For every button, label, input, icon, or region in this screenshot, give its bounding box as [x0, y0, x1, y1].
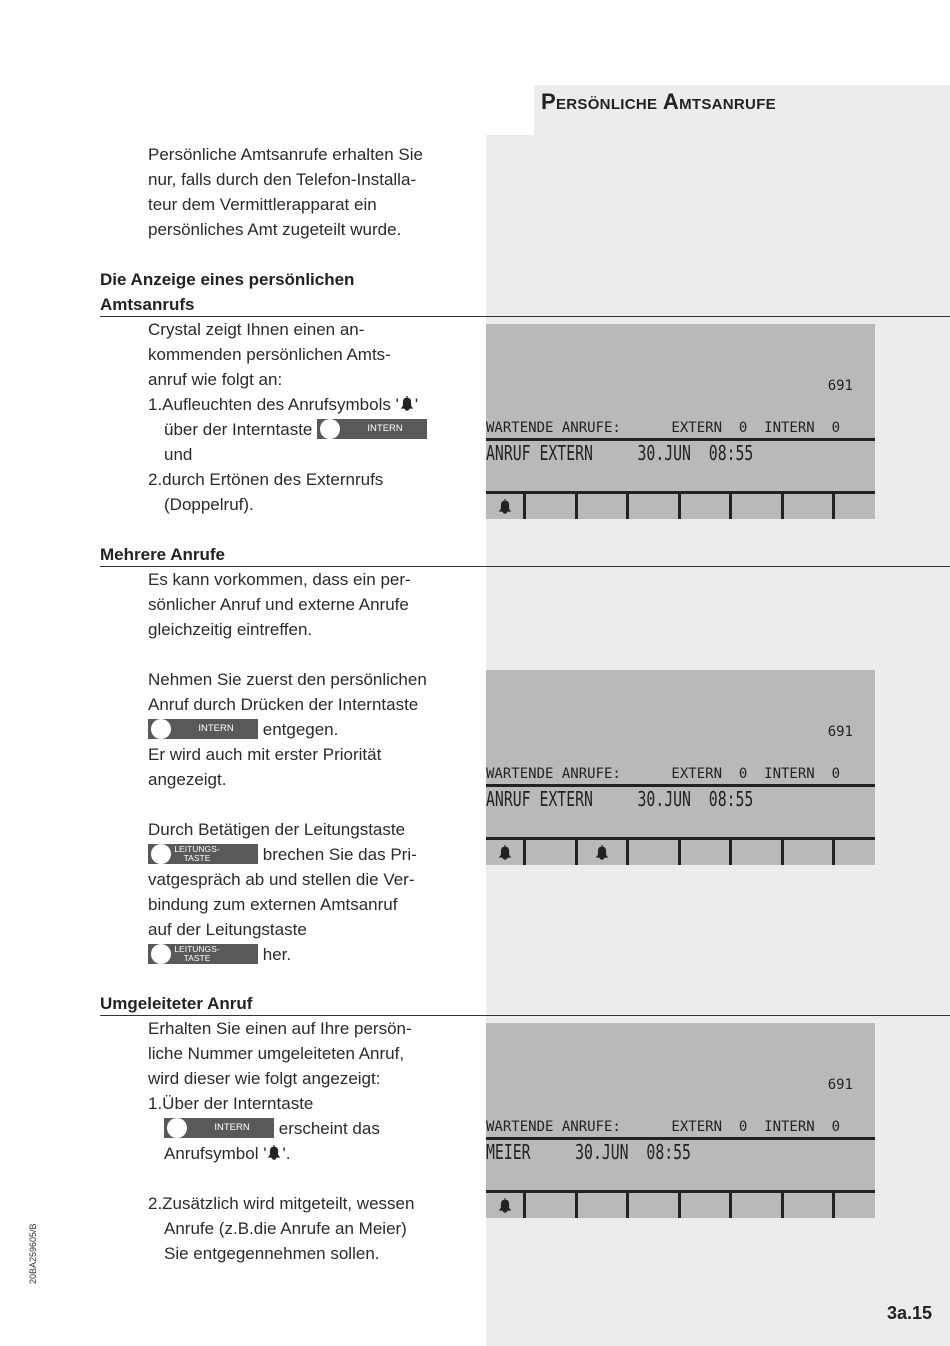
display-cell-divider: [832, 494, 835, 519]
display-cell-divider: [575, 494, 578, 519]
display-call-row: ANRUF EXTERN 30.JUN 08:55: [486, 441, 754, 465]
text-line: angezeigt.: [148, 770, 227, 789]
bell-icon: [497, 844, 513, 866]
display-cell-divider: [729, 840, 732, 865]
display-cell-divider: [575, 1193, 578, 1218]
display-cell-divider: [781, 840, 784, 865]
key-dot: [151, 944, 171, 964]
display-cell-divider: [832, 840, 835, 865]
text-line: Durch Betätigen der Leitungstaste: [148, 820, 406, 839]
text-line: Nehmen Sie zuerst den persönlichen: [148, 670, 427, 689]
display-cell-divider: [678, 840, 681, 865]
display-cell-divider: [523, 494, 526, 519]
list-item-1-cont: über der Interntaste INTERN: [148, 417, 427, 442]
key-dot: [151, 719, 171, 739]
display-number: 691: [827, 378, 853, 394]
display-key-cells: [486, 840, 875, 865]
display-cell-divider: [832, 1193, 835, 1218]
list-item-2: 2.durch Ertönen des Externrufs: [148, 470, 384, 489]
display-cell-divider: [678, 1193, 681, 1218]
section-heading-forwarded: Umgeleiteter Anruf: [100, 994, 253, 1013]
page-number: 3a.15: [886, 1303, 932, 1323]
bell-icon: [497, 498, 513, 520]
text-line: Crystal zeigt Ihnen einen an-: [148, 320, 365, 339]
text-line: kommenden persönlichen Amts-: [148, 345, 391, 364]
text-line: Erhalten Sie einen auf Ihre persön-: [148, 1019, 412, 1038]
key-line: LEITUNGS- TASTE brechen Sie das Pri-: [148, 842, 427, 867]
display-cell-divider: [781, 494, 784, 519]
text-line: liche Nummer umgeleiteten Anruf,: [148, 1044, 405, 1063]
display-key-cells: [486, 494, 875, 519]
display-cell-divider: [575, 840, 578, 865]
list-item-2: 2.Zusätzlich wird mitgeteilt, wessen: [148, 1194, 415, 1213]
text-line: Sie entgegennehmen sollen.: [164, 1244, 380, 1263]
display-call-row: ANRUF EXTERN 30.JUN 08:55: [486, 787, 754, 811]
text-line: wird dieser wie folgt angezeigt:: [148, 1069, 381, 1088]
display-cell-divider: [781, 1193, 784, 1218]
document-code: 20BA259605/B: [28, 1223, 38, 1284]
heading-line: Amtsanrufs: [100, 295, 195, 314]
display-status-row: WARTENDE ANRUFE: EXTERN 0 INTERN 0: [486, 420, 841, 436]
display-status-row: WARTENDE ANRUFE: EXTERN 0 INTERN 0: [486, 1119, 841, 1135]
bell-icon: [399, 395, 415, 412]
text-line: Es kann vorkommen, dass ein per-: [148, 570, 411, 589]
text-line: Anruf durch Drücken der Interntaste: [148, 695, 419, 714]
key-dot: [151, 844, 171, 864]
section1-text: [148, 317, 427, 517]
display-cell-divider: [729, 494, 732, 519]
section-heading-display: [100, 267, 354, 317]
text-line: bindung zum externen Amtsanruf: [148, 895, 398, 914]
key-line: LEITUNGS- TASTE her.: [148, 942, 427, 967]
display-cell-divider: [626, 840, 629, 865]
display-key-cells: [486, 1193, 875, 1218]
display-cell-divider: [626, 1193, 629, 1218]
list-item-1: 1.Aufleuchten des Anrufsymbols ' ': [148, 395, 419, 414]
intro-paragraph: [148, 142, 423, 242]
intro-line: Persönliche Amtsanrufe erhalten Sie: [148, 145, 423, 164]
intro-line: nur, falls durch den Telefon-Installa-: [148, 170, 417, 189]
heading-line: Die Anzeige eines persönlichen: [100, 270, 355, 289]
bell-icon: [266, 1144, 282, 1161]
text-line: gleichzeitig eintreffen.: [148, 620, 313, 639]
section-heading-multiple: Mehrere Anrufe: [100, 545, 226, 564]
section2-text: [148, 567, 427, 967]
key-dot: [167, 1118, 187, 1138]
bell-icon: [497, 1197, 513, 1219]
display-cell-divider: [523, 840, 526, 865]
intern-key: INTERN: [317, 419, 427, 439]
lcd-display: [486, 670, 875, 865]
lcd-display: [486, 324, 875, 519]
page-title: Persönliche Amtsanrufe: [541, 89, 776, 114]
text-line: Er wird auch mit erster Priorität: [148, 745, 382, 764]
bell-icon: [594, 844, 610, 866]
intern-key: INTERN: [148, 719, 258, 739]
display-number: 691: [827, 1077, 853, 1093]
key-line: INTERN entgegen.: [148, 717, 427, 742]
display-number: 691: [827, 724, 853, 740]
text-line: anruf wie folgt an:: [148, 370, 283, 389]
display-status-row: WARTENDE ANRUFE: EXTERN 0 INTERN 0: [486, 766, 841, 782]
key-line: INTERN erscheint das: [148, 1116, 414, 1141]
display-call-row: MEIER 30.JUN 08:55: [486, 1140, 691, 1164]
text-line: und: [164, 445, 193, 464]
key-dot: [320, 419, 340, 439]
text-line: Anrufe (z.B.die Anrufe an Meier): [164, 1219, 407, 1238]
display-cell-divider: [523, 1193, 526, 1218]
section3-text: [148, 1016, 414, 1266]
leitungstaste-key: LEITUNGS- TASTE: [148, 944, 258, 964]
text-line: Anrufsymbol ' '.: [164, 1144, 291, 1163]
text-line: (Doppelruf).: [164, 495, 254, 514]
display-cell-divider: [626, 494, 629, 519]
lcd-display: [486, 1023, 875, 1218]
text-line: sönlicher Anruf und externe Anrufe: [148, 595, 409, 614]
intern-key: INTERN: [164, 1118, 274, 1138]
list-item-1: 1.Über der Interntaste: [148, 1094, 314, 1113]
intro-line: teur dem Vermittlerapparat ein: [148, 195, 377, 214]
leitungstaste-key: LEITUNGS- TASTE: [148, 844, 258, 864]
text-line: vatgespräch ab und stellen die Ver-: [148, 870, 415, 889]
display-cell-divider: [729, 1193, 732, 1218]
display-cell-divider: [678, 494, 681, 519]
text-line: auf der Leitungstaste: [148, 920, 307, 939]
intro-line: persönliches Amt zugeteilt wurde.: [148, 220, 402, 239]
